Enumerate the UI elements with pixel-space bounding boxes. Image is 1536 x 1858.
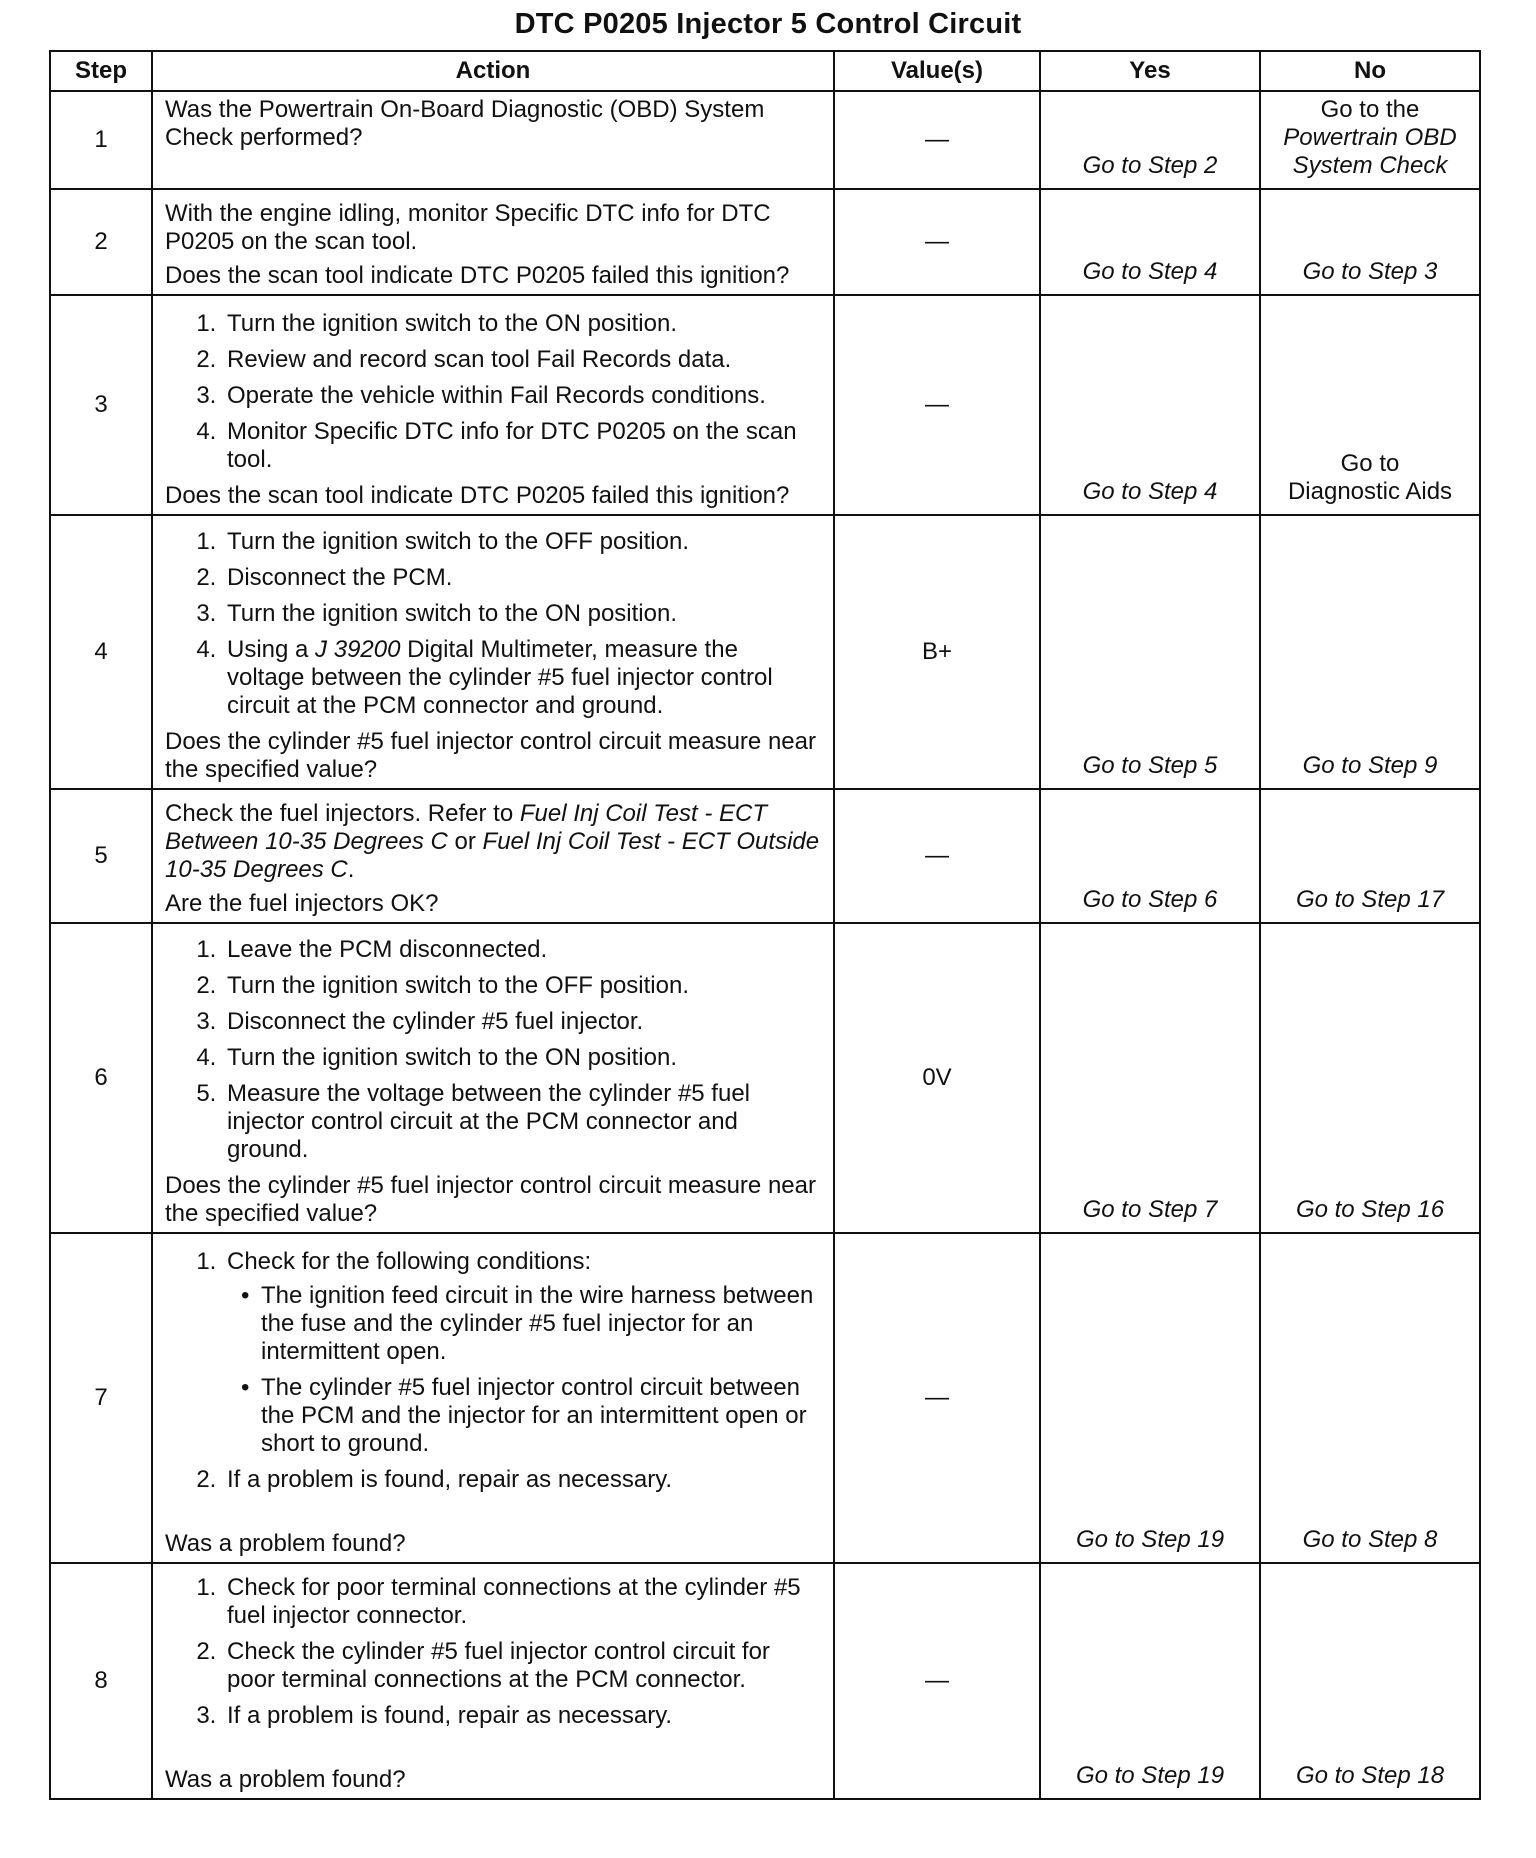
action-question: Does the scan tool indicate DTC P0205 failed this ignition? — [165, 262, 790, 289]
action-step — [223, 1248, 821, 1458]
action-step — [223, 636, 821, 720]
action-steps — [165, 310, 821, 474]
action-step: 2. Disconnect the PCM. — [223, 564, 821, 592]
step-number: 6 — [50, 923, 152, 1233]
header-no: No — [1260, 51, 1480, 91]
action-text — [165, 800, 821, 884]
table-row — [50, 515, 1480, 789]
no-text: Diagnostic Aids — [1287, 478, 1453, 505]
no-cell: Go to Step 3 — [1260, 189, 1480, 295]
action-step-text: Digital Multimeter, measure the voltage between the cylinder #5 fuel injector control circuit at the PCM connector and ground. — [227, 636, 773, 719]
action-step: 3. If a problem is found, repair as necessary. — [223, 1702, 821, 1730]
no-text: Go to — [1340, 450, 1400, 477]
yes-cell: Go to Step 4 — [1040, 295, 1260, 515]
table-row — [50, 91, 1480, 189]
no-cell — [1260, 295, 1480, 515]
action-step: 3. Turn the ignition switch to the ON position. — [223, 600, 821, 628]
action-step: 1. Check for poor terminal connections at the cylinder #5 fuel injector connector. — [223, 1574, 821, 1630]
step-number: 1 — [50, 91, 152, 189]
action-cell — [152, 789, 834, 923]
condition-item: • The cylinder #5 fuel injector control circuit between the PCM and the injector for an intermittent open or short to ground. — [261, 1374, 821, 1458]
action-text: Was the Powertrain On-Board Diagnostic (OBD) System Check performed? — [165, 96, 765, 151]
table-header-row — [50, 51, 1480, 91]
action-cell — [152, 295, 834, 515]
action-cell — [152, 923, 834, 1233]
value-cell: — — [834, 189, 1040, 295]
step-number: 5 — [50, 789, 152, 923]
page-title: DTC P0205 Injector 5 Control Circuit — [514, 8, 1022, 40]
yes-cell: Go to Step 2 — [1040, 91, 1260, 189]
value-cell: 0V — [834, 923, 1040, 1233]
action-steps — [165, 528, 821, 720]
action-question: Was a problem found? — [165, 1530, 406, 1557]
condition-list — [227, 1282, 821, 1458]
action-text-part: Check the fuel injectors. Refer to — [165, 800, 514, 827]
header-action: Action — [152, 51, 834, 91]
step-number: 2 — [50, 189, 152, 295]
action-steps — [165, 1574, 821, 1730]
procedure-reference: Fuel Inj Coil Test - ECT Outside 10-35 Degrees C — [165, 828, 820, 883]
procedure-reference: Fuel Inj Coil Test - ECT Between 10-35 Degrees C — [165, 800, 768, 855]
value-cell: — — [834, 91, 1040, 189]
tool-reference: J 39200 — [315, 636, 401, 663]
action-step: 1. Turn the ignition switch to the ON position. — [223, 310, 821, 338]
action-step-text: Check for the following conditions: — [227, 1248, 592, 1275]
no-cell: Go to Step 17 — [1260, 789, 1480, 923]
action-text-part: or — [454, 828, 476, 855]
action-cell — [152, 1233, 834, 1563]
yes-cell: Go to Step 5 — [1040, 515, 1260, 789]
action-step: 4. Turn the ignition switch to the ON position. — [223, 1044, 821, 1072]
action-step: 5. Measure the voltage between the cylinder #5 fuel injector control circuit at the PCM connector and ground. — [223, 1080, 821, 1164]
table-row — [50, 1563, 1480, 1799]
value-cell: — — [834, 1563, 1040, 1799]
value-cell: B+ — [834, 515, 1040, 789]
action-step: 3. Disconnect the cylinder #5 fuel injector. — [223, 1008, 821, 1036]
action-question: Does the cylinder #5 fuel injector control circuit measure near the specified value? — [165, 728, 816, 783]
step-number: 8 — [50, 1563, 152, 1799]
no-cell: Go to Step 16 — [1260, 923, 1480, 1233]
action-step: 4. Monitor Specific DTC info for DTC P0205 on the scan tool. — [223, 418, 821, 474]
action-question: Was a problem found? — [165, 1766, 406, 1793]
condition-item: • The ignition feed circuit in the wire harness between the fuse and the cylinder #5 fuel injector for an intermittent open. — [261, 1282, 821, 1366]
action-text: With the engine idling, monitor Specific DTC info for DTC P0205 on the scan tool. — [165, 200, 771, 255]
action-cell — [152, 189, 834, 295]
table-row — [50, 1233, 1480, 1563]
action-question: Does the cylinder #5 fuel injector control circuit measure near the specified value? — [165, 1172, 816, 1227]
action-question: Are the fuel injectors OK? — [165, 890, 439, 917]
no-link-text: Powertrain OBD System Check — [1283, 124, 1457, 179]
table-row — [50, 295, 1480, 515]
step-number: 4 — [50, 515, 152, 789]
header-step: Step — [50, 51, 152, 91]
action-text-part: . — [347, 856, 355, 883]
action-cell — [152, 1563, 834, 1799]
value-cell: — — [834, 1233, 1040, 1563]
yes-cell: Go to Step 6 — [1040, 789, 1260, 923]
value-cell: — — [834, 295, 1040, 515]
action-step: 2. Review and record scan tool Fail Records data. — [223, 346, 821, 374]
no-text: Go to the — [1320, 96, 1420, 123]
no-cell: Go to Step 9 — [1260, 515, 1480, 789]
action-step: 1. Leave the PCM disconnected. — [223, 936, 821, 964]
action-step: 2. Turn the ignition switch to the OFF position. — [223, 972, 821, 1000]
value-cell: — — [834, 789, 1040, 923]
table-row — [50, 789, 1480, 923]
table-row — [50, 923, 1480, 1233]
yes-cell: Go to Step 7 — [1040, 923, 1260, 1233]
action-cell — [152, 515, 834, 789]
diagnostic-table — [49, 50, 1481, 1800]
no-cell: Go to Step 8 — [1260, 1233, 1480, 1563]
action-step: 2. Check the cylinder #5 fuel injector control circuit for poor terminal connections at the PCM connector. — [223, 1638, 821, 1694]
no-cell — [1260, 91, 1480, 189]
step-number: 3 — [50, 295, 152, 515]
yes-cell: Go to Step 19 — [1040, 1233, 1260, 1563]
header-yes: Yes — [1040, 51, 1260, 91]
action-step: 3. Operate the vehicle within Fail Records conditions. — [223, 382, 821, 410]
action-question: Does the scan tool indicate DTC P0205 failed this ignition? — [165, 482, 790, 509]
step-number: 7 — [50, 1233, 152, 1563]
no-cell: Go to Step 18 — [1260, 1563, 1480, 1799]
action-steps — [165, 936, 821, 1164]
header-values: Value(s) — [834, 51, 1040, 91]
action-step: 1. Turn the ignition switch to the OFF position. — [223, 528, 821, 556]
action-step-text: Using a — [227, 636, 309, 663]
table-row — [50, 189, 1480, 295]
action-step: 2. If a problem is found, repair as necessary. — [223, 1466, 821, 1494]
action-cell — [152, 91, 834, 189]
yes-cell: Go to Step 4 — [1040, 189, 1260, 295]
action-steps — [165, 1248, 821, 1494]
yes-cell: Go to Step 19 — [1040, 1563, 1260, 1799]
